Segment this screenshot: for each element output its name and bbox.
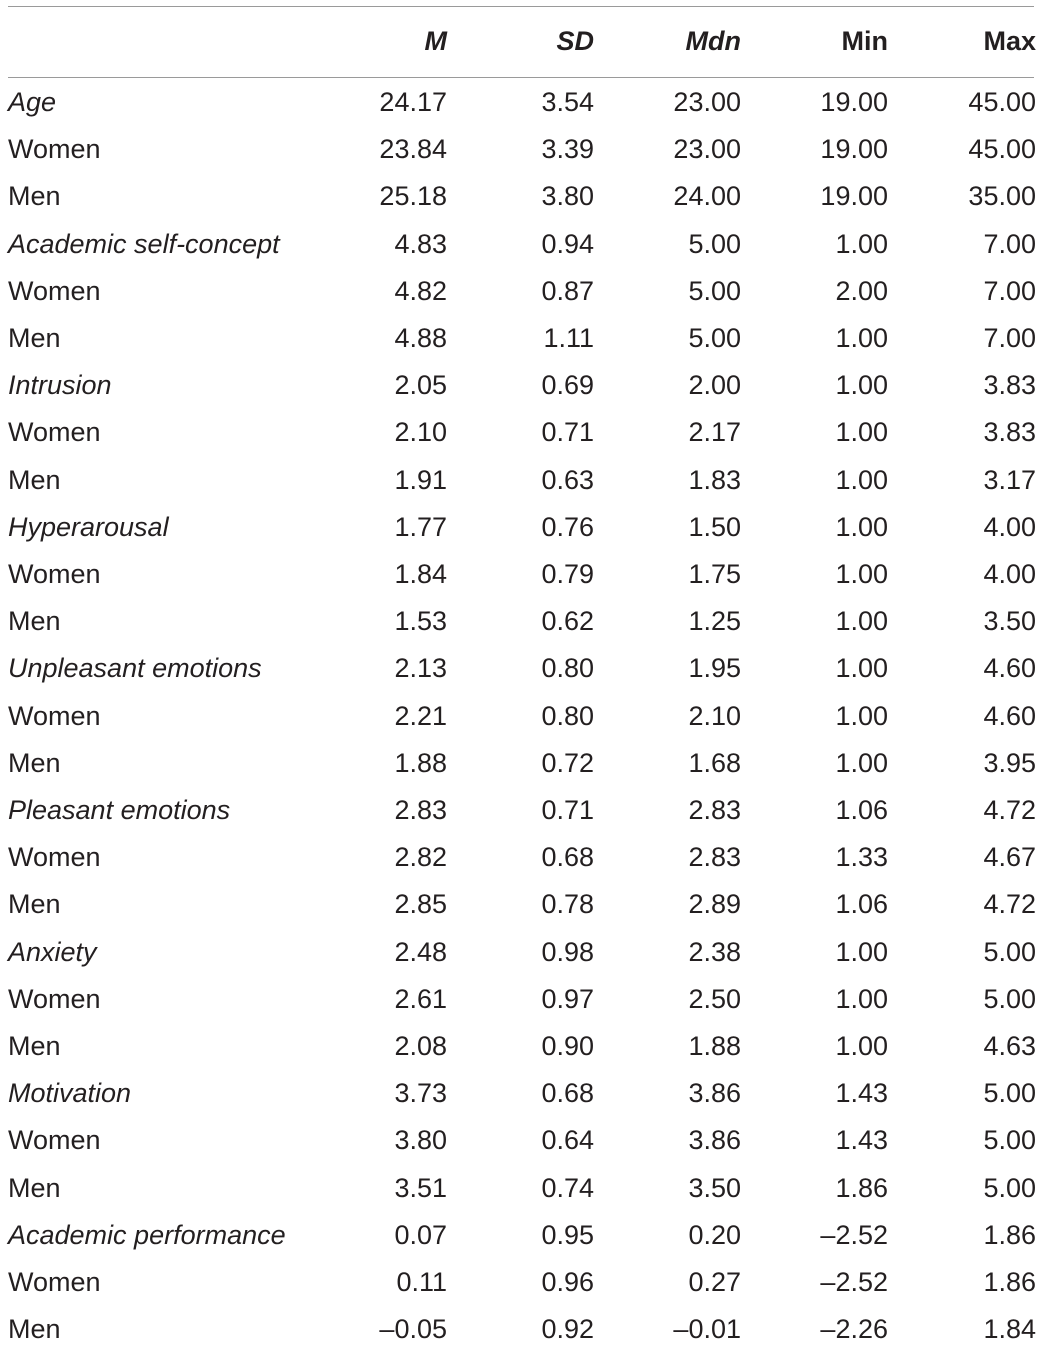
cell-median: 24.00 [673, 181, 741, 212]
cell-max: 45.00 [968, 134, 1036, 165]
cell-min: 1.00 [835, 1031, 888, 1062]
cell-median: 2.50 [688, 983, 741, 1014]
group-row [8, 693, 1036, 740]
cell-min: 1.00 [835, 606, 888, 637]
cell-mean: 2.21 [394, 700, 447, 731]
cell-median: 5.00 [688, 228, 741, 259]
cell-median: 3.50 [688, 1172, 741, 1203]
cell-min: 1.43 [835, 1125, 888, 1156]
variable-row [8, 929, 1036, 976]
row-label: Anxiety [8, 936, 97, 967]
row-label: Women [8, 1267, 101, 1298]
row-label: Motivation [8, 1078, 132, 1109]
cell-median: –0.01 [673, 1314, 741, 1345]
cell-max: 5.00 [983, 936, 1036, 967]
cell-median: 1.83 [688, 464, 741, 495]
row-label: Intrusion [8, 370, 112, 401]
cell-median: 2.83 [688, 795, 741, 826]
cell-sd: 0.79 [541, 559, 594, 590]
cell-max: 4.60 [983, 700, 1036, 731]
cell-sd: 0.71 [541, 417, 594, 448]
group-row [8, 598, 1036, 645]
cell-sd: 1.11 [543, 323, 594, 354]
cell-median: 1.75 [688, 559, 741, 590]
table-header [8, 17, 1036, 79]
cell-max: 4.60 [983, 653, 1036, 684]
cell-median: 5.00 [688, 275, 741, 306]
row-label: Men [8, 181, 61, 212]
cell-mean: 1.91 [394, 464, 447, 495]
cell-max: 4.67 [983, 842, 1036, 873]
group-row [8, 551, 1036, 598]
cell-median: 1.25 [688, 606, 741, 637]
cell-median: 2.10 [688, 700, 741, 731]
cell-min: 1.00 [835, 323, 888, 354]
cell-mean: 2.83 [394, 795, 447, 826]
cell-mean: 1.53 [394, 606, 447, 637]
cell-mean: 25.18 [379, 181, 447, 212]
group-row [8, 173, 1036, 220]
cell-mean: –0.05 [379, 1314, 447, 1345]
header-cell-max: Max [983, 26, 1036, 56]
cell-min: 1.00 [835, 700, 888, 731]
variable-row [8, 504, 1036, 551]
cell-mean: 1.84 [394, 559, 447, 590]
cell-min: 19.00 [820, 181, 888, 212]
cell-min: –2.26 [820, 1314, 888, 1345]
cell-median: 1.68 [688, 747, 741, 778]
cell-mean: 2.48 [394, 936, 447, 967]
cell-sd: 0.80 [541, 700, 594, 731]
cell-median: 0.20 [688, 1219, 741, 1250]
row-label: Women [8, 417, 101, 448]
cell-min: 1.00 [835, 511, 888, 542]
cell-sd: 0.62 [541, 606, 594, 637]
group-row [8, 1117, 1036, 1164]
row-label: Women [8, 134, 101, 165]
cell-min: 1.00 [835, 747, 888, 778]
cell-sd: 0.92 [541, 1314, 594, 1345]
cell-sd: 0.72 [541, 747, 594, 778]
cell-mean: 1.77 [394, 511, 447, 542]
cell-mean: 4.82 [394, 275, 447, 306]
row-label: Men [8, 747, 61, 778]
cell-mean: 3.73 [394, 1078, 447, 1109]
cell-mean: 2.82 [394, 842, 447, 873]
group-row [8, 1306, 1036, 1353]
cell-min: 1.00 [835, 464, 888, 495]
row-label: Academic performance [8, 1219, 286, 1250]
cell-sd: 0.74 [541, 1172, 594, 1203]
cell-mean: 0.11 [396, 1267, 447, 1298]
cell-mean: 2.85 [394, 889, 447, 920]
cell-max: 7.00 [983, 275, 1036, 306]
cell-min: 1.06 [835, 889, 888, 920]
cell-min: 1.06 [835, 795, 888, 826]
cell-median: 0.27 [688, 1267, 741, 1298]
variable-row [8, 787, 1036, 834]
cell-mean: 2.10 [394, 417, 447, 448]
cell-sd: 0.90 [541, 1031, 594, 1062]
header-row [8, 17, 1036, 65]
cell-max: 1.86 [983, 1267, 1036, 1298]
cell-max: 1.84 [983, 1314, 1036, 1345]
cell-min: 1.00 [835, 370, 888, 401]
group-row [8, 268, 1036, 315]
header-cell-mean: M [424, 26, 447, 56]
cell-max: 3.17 [983, 464, 1036, 495]
row-label: Men [8, 464, 61, 495]
cell-min: 19.00 [820, 87, 888, 117]
cell-median: 3.86 [688, 1078, 741, 1109]
cell-sd: 0.98 [541, 936, 594, 967]
cell-sd: 0.63 [541, 464, 594, 495]
cell-mean: 23.84 [379, 134, 447, 165]
top-rule [8, 6, 1034, 7]
table-body [8, 79, 1036, 1353]
group-row [8, 740, 1036, 787]
cell-sd: 0.95 [541, 1219, 594, 1250]
group-row [8, 976, 1036, 1023]
cell-min: 1.00 [835, 653, 888, 684]
variable-row [8, 221, 1036, 268]
variable-row [8, 1070, 1036, 1117]
cell-max: 35.00 [968, 181, 1036, 212]
cell-min: 1.00 [835, 983, 888, 1014]
cell-median: 2.00 [688, 370, 741, 401]
group-row [8, 457, 1036, 504]
row-label: Women [8, 275, 101, 306]
cell-median: 2.38 [688, 936, 741, 967]
cell-mean: 2.05 [394, 370, 447, 401]
cell-max: 4.00 [983, 511, 1036, 542]
cell-sd: 0.68 [541, 842, 594, 873]
cell-mean: 0.07 [394, 1219, 447, 1250]
cell-max: 5.00 [983, 1078, 1036, 1109]
cell-mean: 2.61 [394, 983, 447, 1014]
cell-max: 3.83 [983, 417, 1036, 448]
cell-sd: 3.80 [541, 181, 594, 212]
cell-sd: 0.96 [541, 1267, 594, 1298]
row-label: Hyperarousal [8, 511, 169, 542]
cell-median: 23.00 [673, 134, 741, 165]
header-cell-sd: SD [556, 26, 594, 56]
cell-mean: 2.08 [394, 1031, 447, 1062]
group-row [8, 409, 1036, 456]
cell-max: 7.00 [983, 323, 1036, 354]
cell-min: 1.00 [835, 936, 888, 967]
cell-median: 2.89 [688, 889, 741, 920]
cell-min: 1.00 [835, 559, 888, 590]
cell-median: 3.86 [688, 1125, 741, 1156]
header-cell-median: Mdn [685, 26, 741, 56]
cell-sd: 3.39 [541, 134, 594, 165]
cell-sd: 0.94 [541, 228, 594, 259]
cell-mean: 3.80 [394, 1125, 447, 1156]
header-cell-min: Min [841, 26, 888, 56]
cell-sd: 3.54 [541, 87, 594, 117]
cell-median: 2.17 [688, 417, 741, 448]
row-label: Men [8, 606, 61, 637]
cell-max: 4.63 [983, 1031, 1036, 1062]
row-label: Men [8, 1314, 61, 1345]
row-label: Women [8, 983, 101, 1014]
variable-row [8, 645, 1036, 692]
row-label: Age [8, 87, 57, 117]
stats-table [8, 17, 1036, 1353]
group-row [8, 315, 1036, 362]
cell-max: 4.00 [983, 559, 1036, 590]
row-label: Pleasant emotions [8, 795, 231, 826]
group-row [8, 126, 1036, 173]
cell-mean: 2.13 [394, 653, 447, 684]
cell-median: 5.00 [688, 323, 741, 354]
row-label: Men [8, 323, 61, 354]
cell-median: 1.95 [688, 653, 741, 684]
cell-mean: 1.88 [394, 747, 447, 778]
cell-median: 1.50 [688, 511, 741, 542]
row-label: Men [8, 1031, 61, 1062]
row-label: Women [8, 559, 101, 590]
group-row [8, 1259, 1036, 1306]
cell-max: 5.00 [983, 1172, 1036, 1203]
row-label: Women [8, 1125, 101, 1156]
cell-sd: 0.80 [541, 653, 594, 684]
cell-min: –2.52 [820, 1219, 888, 1250]
cell-max: 45.00 [968, 87, 1036, 117]
cell-sd: 0.87 [541, 275, 594, 306]
cell-max: 7.00 [983, 228, 1036, 259]
row-label: Unpleasant emotions [8, 653, 262, 684]
row-label: Men [8, 1172, 61, 1203]
row-label: Academic self-concept [8, 228, 280, 259]
cell-sd: 0.78 [541, 889, 594, 920]
cell-min: 1.00 [835, 417, 888, 448]
cell-sd: 0.97 [541, 983, 594, 1014]
row-label: Men [8, 889, 61, 920]
row-label: Women [8, 842, 101, 873]
cell-mean: 4.88 [394, 323, 447, 354]
cell-min: –2.52 [820, 1267, 888, 1298]
group-row [8, 881, 1036, 928]
cell-mean: 3.51 [394, 1172, 447, 1203]
cell-min: 1.43 [835, 1078, 888, 1109]
cell-sd: 0.71 [541, 795, 594, 826]
cell-sd: 0.69 [541, 370, 594, 401]
cell-max: 3.50 [983, 606, 1036, 637]
row-label: Women [8, 700, 101, 731]
cell-min: 1.33 [835, 842, 888, 873]
cell-max: 5.00 [983, 1125, 1036, 1156]
cell-max: 4.72 [983, 889, 1036, 920]
cell-min: 1.86 [835, 1172, 888, 1203]
header-cell-label [8, 17, 300, 65]
group-row [8, 834, 1036, 881]
cell-min: 1.00 [835, 228, 888, 259]
cell-max: 3.95 [983, 747, 1036, 778]
cell-min: 2.00 [835, 275, 888, 306]
cell-median: 1.88 [688, 1031, 741, 1062]
cell-sd: 0.64 [541, 1125, 594, 1156]
cell-median: 23.00 [673, 87, 741, 117]
variable-row [8, 362, 1036, 409]
cell-min: 19.00 [820, 134, 888, 165]
cell-max: 4.72 [983, 795, 1036, 826]
cell-median: 2.83 [688, 842, 741, 873]
variable-row [8, 79, 1036, 126]
variable-row [8, 1212, 1036, 1259]
header-spacer [8, 65, 1036, 79]
cell-sd: 0.76 [541, 511, 594, 542]
cell-max: 5.00 [983, 983, 1036, 1014]
cell-max: 3.83 [983, 370, 1036, 401]
group-row [8, 1023, 1036, 1070]
cell-sd: 0.68 [541, 1078, 594, 1109]
cell-mean: 4.83 [394, 228, 447, 259]
cell-mean: 24.17 [379, 87, 447, 117]
cell-max: 1.86 [983, 1219, 1036, 1250]
group-row [8, 1165, 1036, 1212]
